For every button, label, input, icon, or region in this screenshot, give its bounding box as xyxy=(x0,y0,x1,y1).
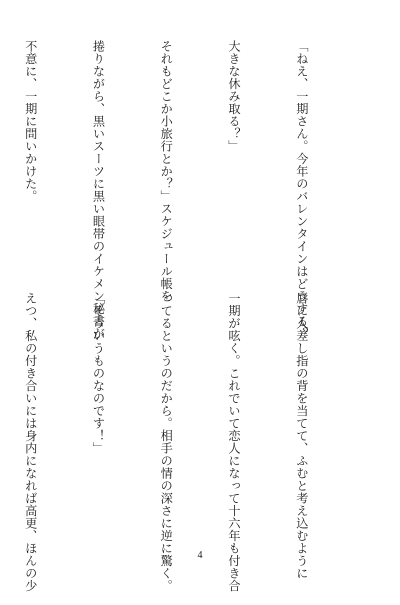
lower-text-block xyxy=(23,292,358,592)
text-line: えつ、私の付き合いには身内になれば高更、ほんの少 xyxy=(23,292,38,592)
text-line: 「ねえ、一期さん。今年のバレンタインはどうする？ xyxy=(294,40,309,340)
page-number: 4 xyxy=(197,550,203,561)
text-line: 「そういうものなのです！」 xyxy=(91,292,106,455)
text-line: 捲りながら、黒いスーツに黒い眼帯のイケメン秘書が xyxy=(91,40,106,340)
upper-text-block xyxy=(23,40,358,340)
text-line: 一期が呟く。これでいて恋人になって十六年も付き合 xyxy=(227,292,242,592)
text-line: 不意に、一期に問いかけた。 xyxy=(23,40,38,203)
text-line: 唇に人差し指の背を当てて、ふむと考え込むように xyxy=(294,292,309,580)
text-line: それもどこか小旅行とか？」スケジュール帳を xyxy=(159,40,174,303)
text-line: ってるというのだから。相手の情の深さに逆に驚く。 xyxy=(159,292,174,592)
text-line: 大きな休み取る？」 xyxy=(227,40,242,153)
